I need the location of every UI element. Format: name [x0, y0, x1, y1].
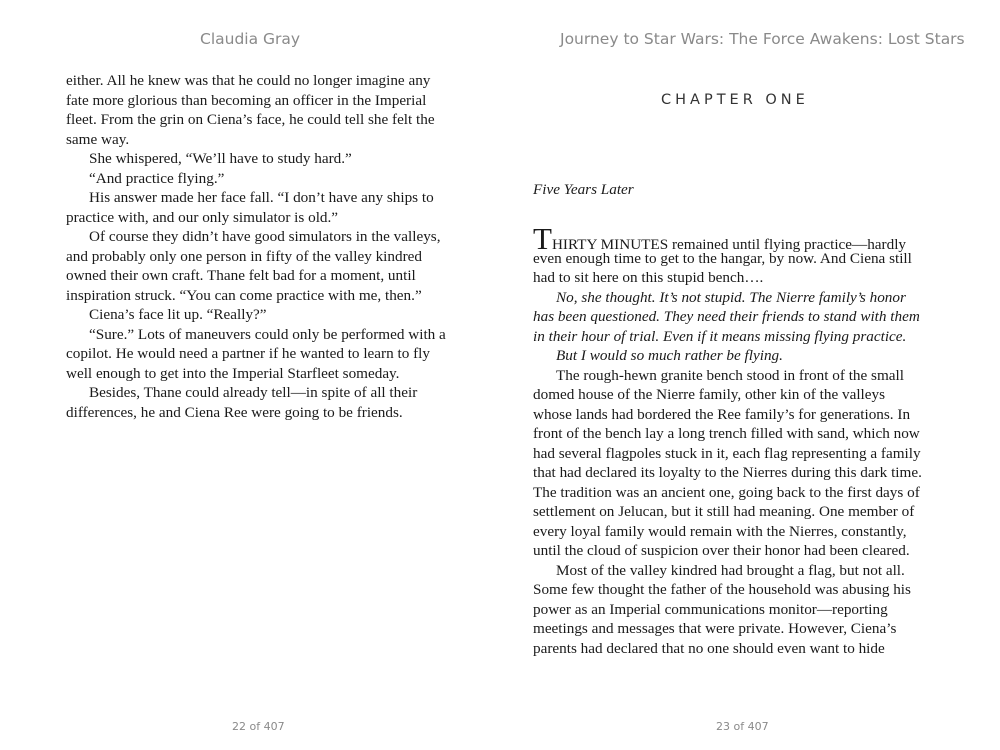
- text-line: and probably only one person in fifty of the valley kindred: [66, 247, 422, 265]
- text-line: every loyal family would remain with the Nierres, constantly,: [533, 522, 907, 540]
- text-line: Ciena’s face lit up. “Really?”: [89, 306, 267, 323]
- text-line: “Sure.” Lots of maneuvers could only be performed with a: [89, 325, 446, 343]
- chapter-subheading: Five Years Later: [533, 181, 634, 198]
- text-line: practice with, and our only simulator is old.”: [66, 208, 339, 226]
- text-line: front of the bench lay a long trench filled with sand, which now: [533, 425, 920, 442]
- left-page-text: [66, 71, 466, 422]
- left-page-header-author: Claudia Gray: [200, 30, 301, 48]
- text-line: has been questioned. They need their friends to stand with them: [533, 308, 920, 325]
- text-line: His answer made her face fall. “I don’t have any ships to: [89, 189, 434, 206]
- text-line-first: [533, 221, 943, 256]
- text-line: that had declared its loyalty to the Nierres during this dark time.: [533, 464, 922, 481]
- text-line: either. All he knew was that he could no longer imagine any: [66, 72, 431, 89]
- text-line: Of course they didn’t have good simulators in the valleys,: [89, 228, 441, 245]
- text-line: inspiration struck. “You can come practice with me, then.”: [66, 286, 422, 304]
- text-line: But I would so much rather be flying.: [556, 347, 783, 364]
- right-page-text: [533, 221, 943, 658]
- text-line: “And practice flying.”: [89, 169, 225, 187]
- text-line: The rough-hewn granite bench stood in front of the small: [556, 366, 904, 384]
- text-line: in their hour of trial. Even if it means missing flying practice.: [533, 327, 907, 345]
- text-line: domed house of the Nierre family, other kin of the valleys: [533, 386, 886, 403]
- text-line: fate more glorious than becoming an officer in the Imperial: [66, 91, 427, 109]
- text-line: whose lands had bordered the Ree family’s for generations. In: [533, 405, 911, 423]
- right-page-header-title: Journey to Star Wars: The Force Awakens: Lost Stars: [560, 30, 965, 48]
- text-line: settlement on Jelucan, but it still had meaning. One member of: [533, 503, 915, 520]
- text-line: well enough to get into the Imperial Starfleet someday.: [66, 364, 400, 382]
- chapter-title: CHAPTER ONE: [661, 92, 809, 108]
- text-line: No, she thought. It’s not stupid. The Nierre family’s honor: [556, 288, 906, 306]
- right-page-number: 23 of 407: [716, 720, 769, 733]
- drop-cap: T: [533, 221, 552, 256]
- right-page[interactable]: [500, 0, 1000, 750]
- text-line: even enough time to get to the hangar, by now. And Ciena still: [533, 249, 912, 267]
- first-line-text: HIRTY MINUTES remained until flying practice—hardly: [551, 236, 907, 253]
- left-page-number: 22 of 407: [232, 720, 285, 733]
- text-line: Most of the valley kindred had brought a flag, but not all.: [556, 561, 905, 579]
- text-line: until the cloud of suspicion over their honor had been cleared.: [533, 542, 910, 559]
- text-line: meetings and messages that were private. However, Ciena’s: [533, 620, 897, 637]
- text-line: Besides, Thane could already tell—in spite of all their: [89, 384, 418, 401]
- text-line: differences, he and Ciena Ree were going to be friends.: [66, 403, 403, 421]
- text-line: Some few thought the father of the household was abusing his: [533, 581, 911, 598]
- text-line: had to sit here on this stupid bench….: [533, 269, 764, 286]
- text-line: same way.: [66, 130, 130, 148]
- text-line: had several flagpoles stuck in it, each flag representing a family: [533, 444, 921, 462]
- text-line: The tradition was an ancient one, going back to the first days of: [533, 483, 920, 501]
- text-line: fleet. From the grin on Ciena’s face, he could tell she felt the: [66, 111, 435, 128]
- text-line: parents had declared that no one should even want to hide: [533, 639, 885, 657]
- text-line: copilot. He would need a partner if he wanted to learn to fly: [66, 345, 430, 362]
- text-line: owned their own craft. Thane felt bad for a moment, until: [66, 267, 416, 284]
- text-line: power as an Imperial communications monitor—reporting: [533, 600, 888, 618]
- text-line: She whispered, “We’ll have to study hard.”: [89, 150, 352, 167]
